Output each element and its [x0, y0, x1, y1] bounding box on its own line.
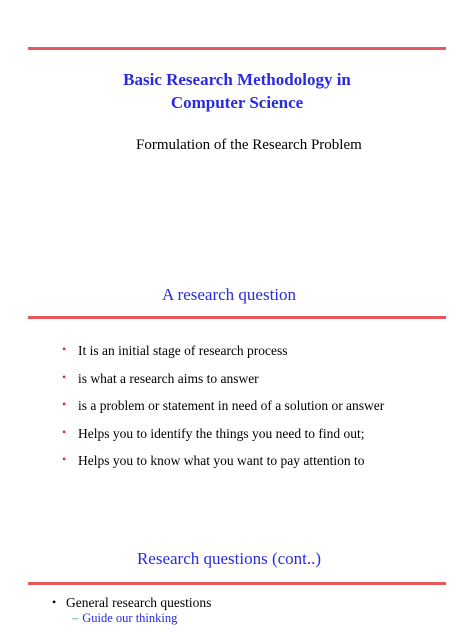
list-item — [62, 343, 384, 371]
dash-icon: – — [72, 611, 79, 625]
slide1-top-rule — [28, 47, 446, 50]
bullet-dot-icon: • — [52, 595, 57, 609]
bullet-dot-icon: • — [62, 397, 67, 412]
slide1-title-line1: Basic Research Methodology in — [123, 70, 351, 89]
bullet-text: Helps you to know what you want to pay attention to — [78, 453, 365, 469]
slide3-rule — [28, 582, 446, 585]
slide2-bullet-list — [62, 343, 384, 481]
sub-bullet-text: Guide our thinking — [82, 611, 178, 625]
bullet-text: Helps you to identify the things you need to find out; — [78, 425, 365, 441]
slide2-rule — [28, 316, 446, 319]
slide3-sub-bullet — [72, 611, 177, 626]
slide3-title: Research questions (cont..) — [136, 549, 322, 568]
bullet-text: is what a research aims to answer — [78, 370, 259, 386]
list-item — [52, 594, 211, 612]
bullet-dot-icon: • — [62, 369, 67, 384]
slide3-bullet-list — [52, 594, 211, 612]
bullet-text: is a problem or statement in need of a solution or answer — [78, 398, 385, 414]
list-item — [62, 426, 384, 454]
slide1-title-line2: Computer Science — [170, 93, 304, 112]
list-item — [62, 398, 384, 426]
bullet-dot-icon: • — [62, 452, 67, 467]
slide1-subtitle: Formulation of the Research Problem — [136, 137, 362, 153]
slide1-title — [0, 68, 474, 114]
slide2-title: A research question — [161, 285, 297, 304]
list-item — [62, 453, 384, 481]
bullet-text: It is an initial stage of research process — [78, 343, 288, 358]
bullet-text: General research questions — [66, 595, 212, 610]
list-item — [62, 371, 384, 399]
bullet-dot-icon: • — [62, 424, 67, 439]
bullet-dot-icon: • — [62, 342, 67, 356]
